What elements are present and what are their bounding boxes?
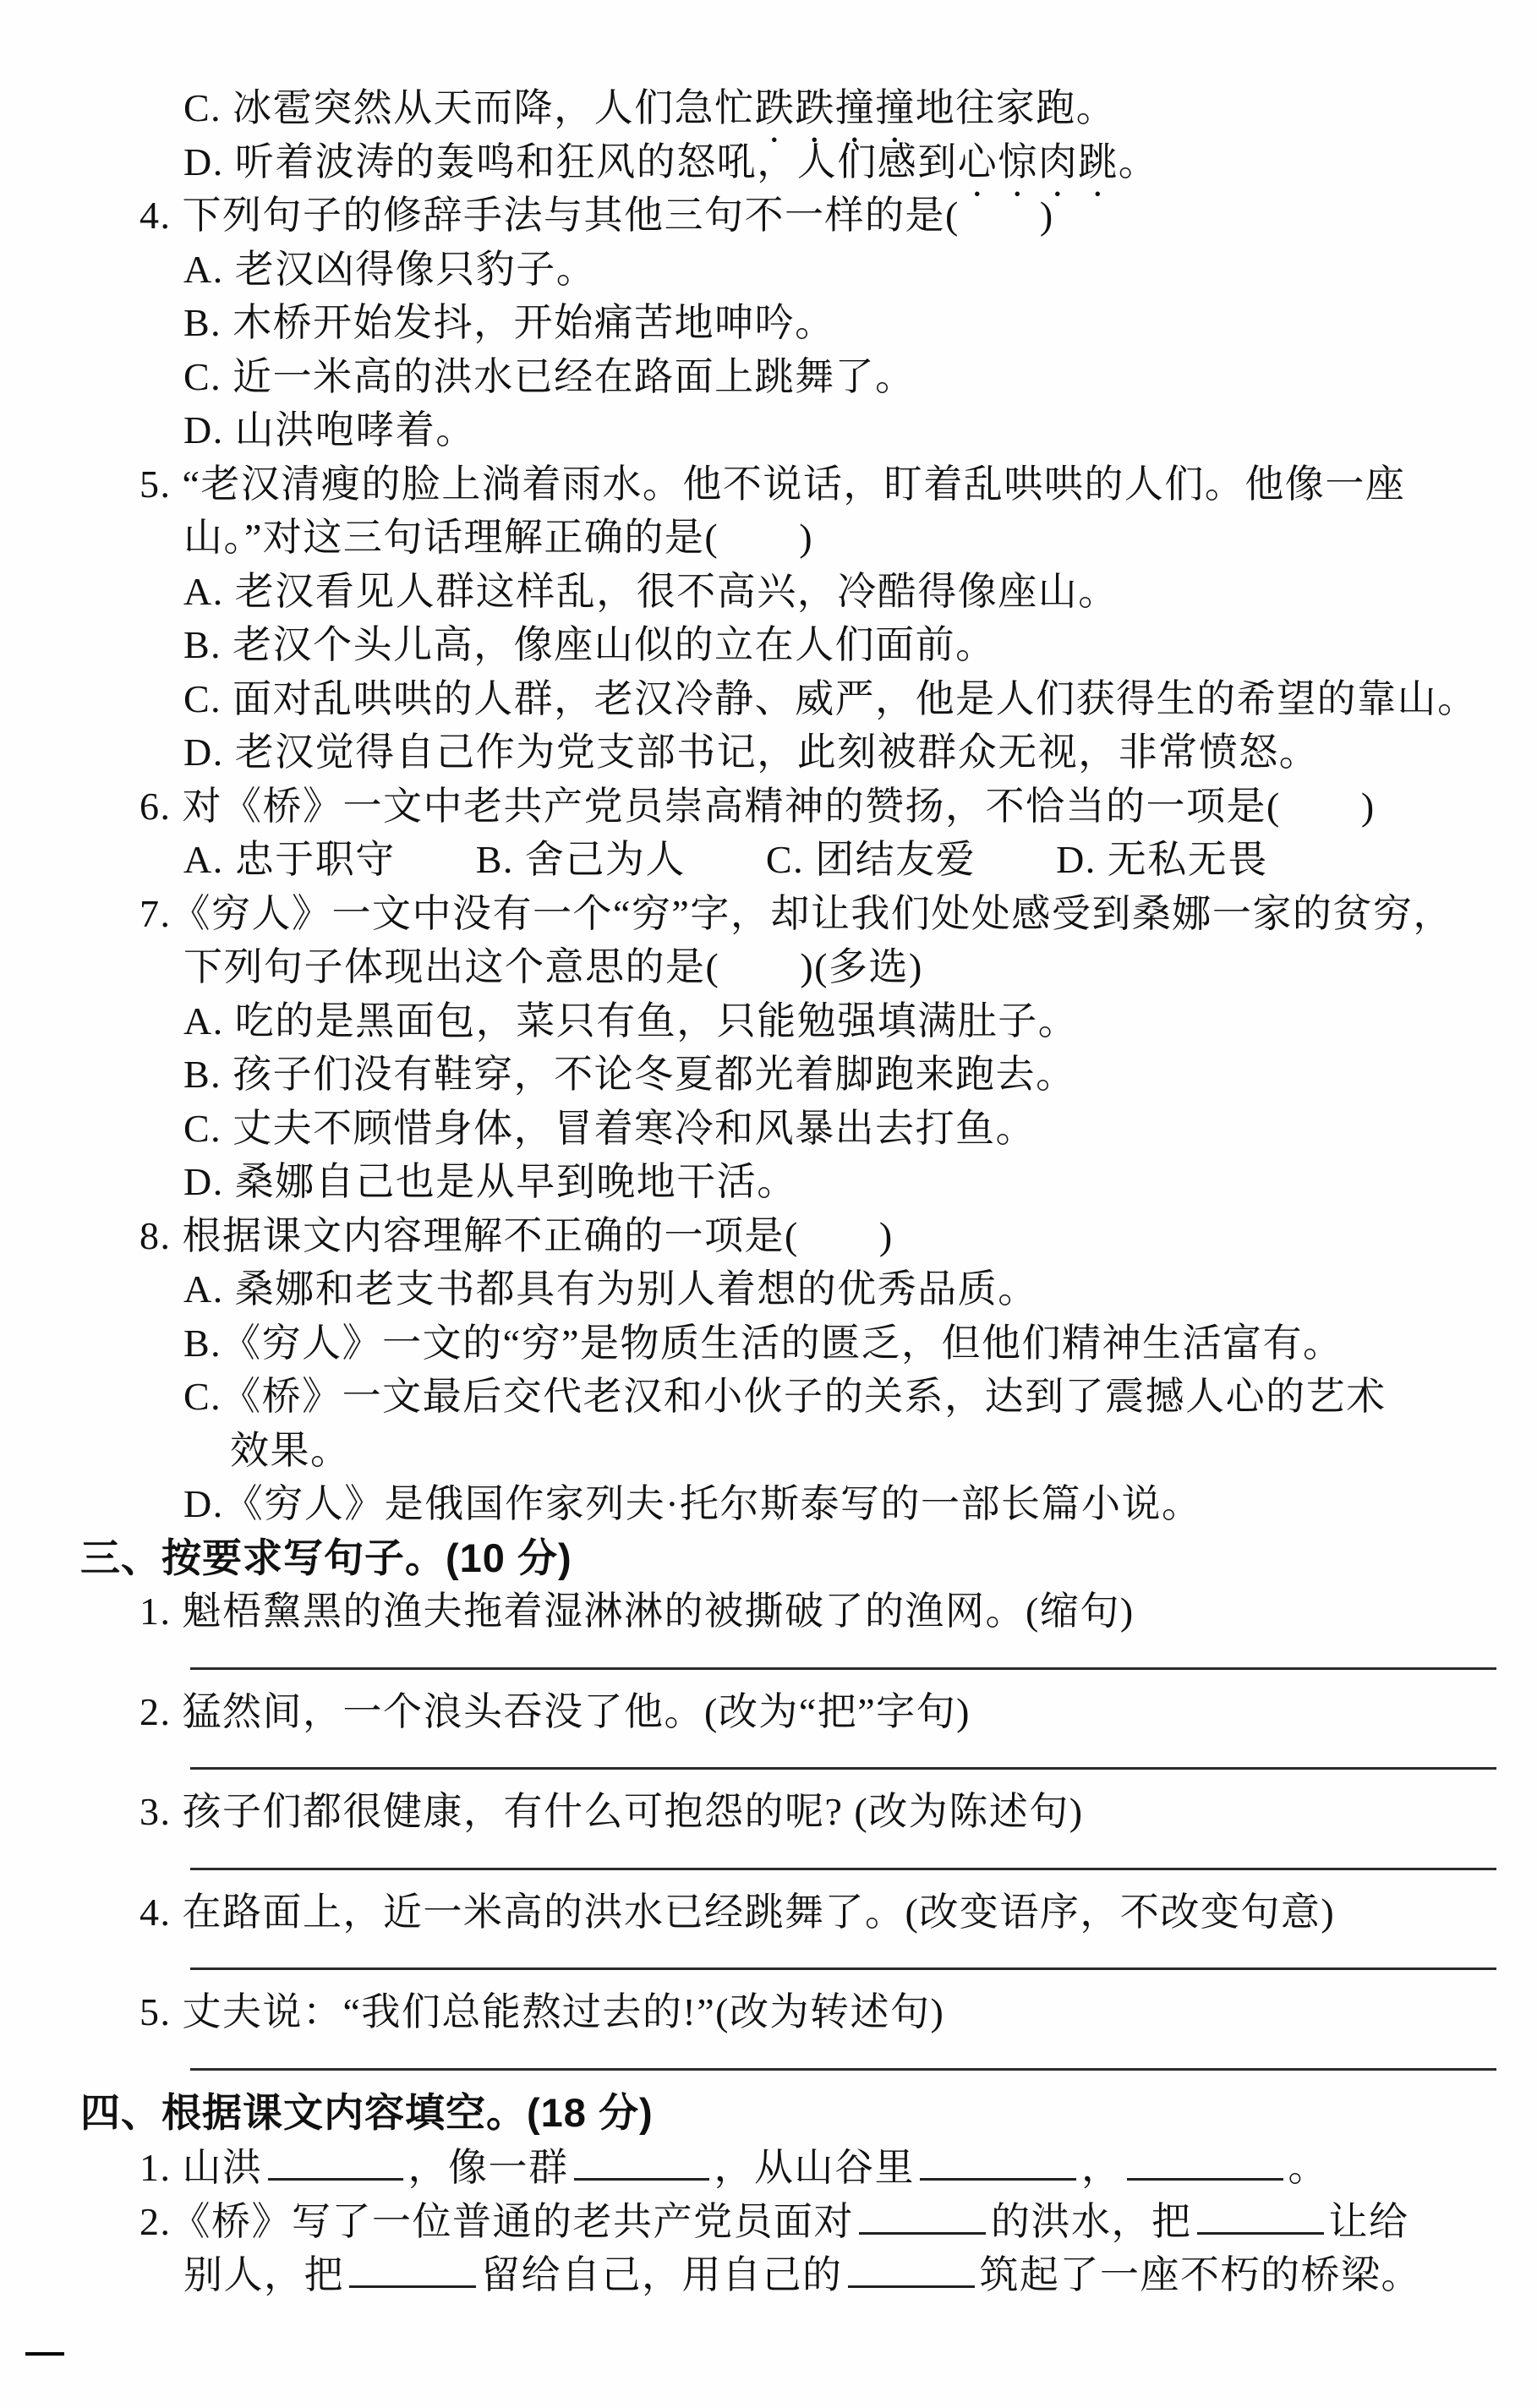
line-text: 5. “老汉清瘦的脸上淌着雨水。他不说话，盯着乱哄哄的人们。他像一座 — [139, 462, 1406, 506]
line-text: 4. 下列句子的修辞手法与其他三句不一样的是( ) — [139, 194, 1054, 237]
line-text: D. 桑娜自己也是从早到晚地干活。 — [183, 1160, 797, 1203]
rewrite-item-text: 2. 猛然间，一个浪头吞没了他。(改为“把”字句) — [139, 1689, 971, 1733]
page-edge-mark — [25, 2352, 64, 2356]
rewrite-item-text: 5. 丈夫说：“我们总能熬过去的!”(改为转述句) — [139, 1990, 945, 2033]
fill-item-2-text: 让给 — [1328, 2199, 1409, 2243]
fill-item-1-text: ，从山谷里 — [714, 2146, 915, 2189]
option-line — [0, 565, 1537, 619]
answer-line — [190, 1868, 1496, 1870]
line-text: A. 吃的是黑面包，菜只有鱼，只能勉强填满肚子。 — [183, 999, 1079, 1043]
line-text: 效果。 — [230, 1428, 351, 1472]
option-line — [0, 1477, 1537, 1531]
option-line — [0, 1370, 1537, 1424]
section-header-3: 三、按要求写句子。(10 分) — [80, 1535, 572, 1580]
line-text: A. 老汉看见人群这样乱，很不高兴，冷酷得像座山。 — [183, 569, 1119, 613]
question-line — [0, 780, 1537, 834]
option-line — [0, 1102, 1537, 1156]
fill-blank — [349, 2247, 476, 2288]
line-text: A. 桑娜和老支书都具有为别人着想的优秀品质。 — [183, 1267, 1038, 1311]
line-text: D.《穷人》是俄国作家列夫·托尔斯泰写的一部长篇小说。 — [183, 1482, 1202, 1525]
emphasized-text: 跌跌撞撞 — [754, 86, 916, 129]
rewrite-item — [0, 1685, 1537, 1739]
fill-item-1-text: ，像一群 — [407, 2146, 569, 2189]
fill-blank — [859, 2193, 986, 2235]
fill-item-2 — [0, 2193, 1537, 2247]
line-text: D. 听着波涛的轰鸣和狂风的怒吼，人们感到 — [183, 140, 958, 183]
line-text: C. 丈夫不顾惜身体，冒着寒冷和风暴出去打鱼。 — [183, 1106, 1037, 1150]
rewrite-item-text: 4. 在路面上，近一米高的洪水已经跳舞了。(改变语序，不改变句意) — [139, 1890, 1336, 1934]
option-line — [0, 672, 1537, 726]
multiple-choice-block — [0, 81, 1537, 1531]
rewrite-item-text: 3. 孩子们都很健康，有什么可抱怨的呢? (改为陈述句) — [139, 1790, 1084, 1833]
line-text: 山。”对这三句话理解正确的是( ) — [183, 516, 814, 559]
option-line — [0, 618, 1537, 672]
fill-blank — [1197, 2193, 1324, 2235]
section-header-4: 四、根据课文内容填空。(18 分) — [80, 2089, 654, 2135]
answer-line — [190, 2068, 1496, 2071]
option-line — [0, 833, 1537, 887]
option-line — [0, 1155, 1537, 1209]
line-text: 地往家跑。 — [915, 86, 1117, 129]
fill-item-2-text: 的洪水，把 — [991, 2199, 1192, 2243]
fill-item-2-text: 2.《桥》写了一位普通的老共产党员面对 — [139, 2199, 854, 2243]
rewrite-sentences-block — [0, 1584, 1537, 2071]
line-text: B. 孩子们没有鞋穿，不论冬夏都光着脚跑来跑去。 — [183, 1053, 1076, 1096]
option-line — [0, 940, 1537, 994]
question-line — [0, 189, 1537, 243]
option-line — [0, 1424, 1537, 1478]
line-text: A. 忠于职守 B. 舍己为人 C. 团结友爱 D. 无私无畏 — [183, 838, 1268, 881]
rewrite-item — [0, 1985, 1537, 2039]
fill-blank — [574, 2139, 709, 2181]
question-line — [0, 887, 1537, 941]
line-text: B. 木桥开始发抖，开始痛苦地呻吟。 — [183, 301, 835, 344]
rewrite-item-text: 1. 魁梧黧黑的渔夫拖着湿淋淋的被撕破了的渔网。(缩句) — [139, 1590, 1135, 1633]
line-text: 7.《穷人》一文中没有一个“穷”字，却让我们处处感受到桑娜一家的贫穷， — [139, 891, 1453, 935]
line-text: 6. 对《桥》一文中老共产党员崇高精神的赞扬，不恰当的一项是( ) — [139, 784, 1376, 828]
question-line — [0, 1209, 1537, 1263]
rewrite-item — [0, 1785, 1537, 1839]
fill-item-1-text: ， — [1081, 2146, 1122, 2189]
exam-content — [0, 81, 1537, 2301]
fill-item-1 — [0, 2139, 1537, 2193]
fill-item-2-cont — [0, 2247, 1537, 2301]
fill-blank — [1127, 2139, 1283, 2181]
option-line — [0, 296, 1537, 350]
line-text: C. 近一米高的洪水已经在路面上跳舞了。 — [183, 354, 916, 398]
line-text: 。 — [1118, 140, 1159, 183]
option-line — [0, 511, 1537, 565]
answer-line — [190, 1967, 1496, 1970]
option-line — [0, 994, 1537, 1048]
line-text: C. 冰雹突然从天而降，人们急忙 — [183, 86, 755, 129]
option-line — [0, 243, 1537, 297]
fill-item-2-text: 留给自己，用自己的 — [481, 2253, 843, 2296]
line-text: C. 面对乱哄哄的人群，老汉冷静、威严，他是人们获得生的希望的靠山。 — [183, 676, 1478, 720]
emphasized-text: 心惊肉跳 — [957, 140, 1119, 183]
fill-item-2-text: 别人，把 — [183, 2253, 344, 2296]
line-text: D. 老汉觉得自己作为党支部书记，此刻被群众无视，非常愤怒。 — [183, 731, 1320, 774]
answer-line — [190, 1767, 1496, 1770]
line-text: 8. 根据课文内容理解不正确的一项是( ) — [139, 1213, 894, 1257]
fill-blank — [268, 2139, 403, 2181]
line-text: A. 老汉凶得像只豹子。 — [183, 247, 597, 291]
line-text: B.《穷人》一文的“穷”是物质生活的匮乏，但他们精神生活富有。 — [183, 1321, 1343, 1365]
rewrite-item — [0, 1584, 1537, 1639]
option-line — [0, 403, 1537, 457]
option-line — [0, 135, 1537, 189]
option-line — [0, 725, 1537, 780]
answer-line — [190, 1667, 1496, 1670]
line-text: C.《桥》一文最后交代老汉和小伙子的关系，达到了震撼人心的艺术 — [183, 1375, 1387, 1418]
line-text: B. 老汉个头儿高，像座山似的立在人们面前。 — [183, 623, 996, 666]
question-line — [0, 457, 1537, 512]
fill-item-2-text: 筑起了一座不朽的桥梁。 — [979, 2253, 1421, 2296]
option-line — [0, 1316, 1537, 1371]
line-text: 下列句子体现出这个意思的是( )(多选) — [183, 945, 923, 988]
option-line — [0, 1262, 1537, 1316]
option-line — [0, 81, 1537, 135]
option-line — [0, 350, 1537, 404]
line-text: D. 山洪咆哮着。 — [183, 408, 476, 452]
rewrite-item — [0, 1885, 1537, 1940]
option-line — [0, 1048, 1537, 1102]
fill-item-1-text: 。 — [1288, 2146, 1328, 2189]
fill-blank — [848, 2247, 975, 2288]
fill-blank — [920, 2139, 1076, 2181]
fill-item-1-text: 1. 山洪 — [139, 2146, 263, 2189]
